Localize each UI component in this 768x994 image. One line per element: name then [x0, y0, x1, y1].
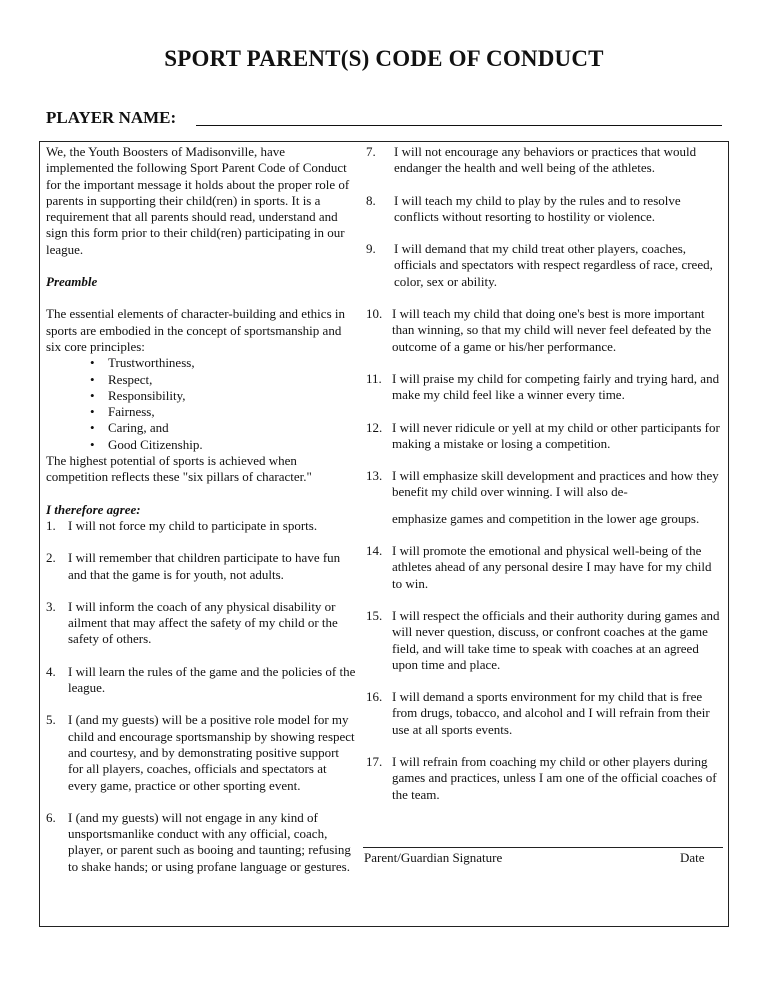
list-item [46, 810, 356, 875]
item-text [392, 468, 722, 527]
item-number: 6. [46, 809, 56, 825]
item-number: 4. [46, 663, 56, 679]
item-text: I will inform the coach of any physical disability or ailment that may affect the safety of my child or the safety of others. [68, 598, 338, 647]
list-item [46, 664, 356, 697]
list-item [366, 420, 722, 453]
signature-label: Parent/Guardian Signature [364, 850, 503, 865]
item-text: I will promote the emotional and physical well-being of the athletes ahead of any personal desire I may have for my child to win. [392, 543, 712, 591]
list-item: • Good Citizenship. [46, 437, 356, 453]
item-text-continued: emphasize games and competition in the lower age groups. [392, 510, 700, 526]
item-text: I will not encourage any behaviors or practices that would endanger the health and well being of the athletes. [394, 144, 697, 176]
right-column [366, 144, 722, 803]
list-item [366, 608, 722, 673]
pillars-list [46, 355, 356, 453]
code-of-conduct-box [39, 141, 729, 927]
list-item [46, 712, 356, 793]
item-number: 1. [46, 517, 56, 533]
left-column [46, 144, 356, 875]
list-item [366, 306, 722, 355]
list-item [366, 241, 722, 290]
item-text: I will demand that my child treat other players, coaches, officials and spectators with respect regardless of race, creed, color, sex or ability. [394, 241, 713, 289]
preamble-text: The essential elements of character-building and ethics in sports are embodied in the concept of sportsmanship and six core principles: [46, 306, 345, 354]
item-number: 10. [366, 306, 383, 322]
item-text: I (and my guests) will be a positive role model for my child and encourage sportsmanship by showing respect and courtesy, and by demonstrating positive support for all players, coaches, officials and spectators at every game, practice or other sporting event. [68, 712, 355, 793]
item-text: I will praise my child for competing fairly and trying hard, and make my child feel like a winner every time. [392, 370, 720, 403]
page-title: SPORT PARENT(S) CODE OF CONDUCT [164, 46, 604, 71]
item-text: I will demand a sports environment for my child that is free from drugs, tobacco, and alcohol and I will refrain from their use at all sports events. [392, 689, 710, 737]
list-item [46, 550, 356, 583]
item-number: 5. [46, 712, 56, 728]
list-item: • Responsibility, [46, 388, 356, 404]
list-item [366, 193, 722, 226]
list-item [46, 518, 356, 534]
list-item: • Trustworthiness, [46, 355, 356, 371]
item-text: I (and my guests) will not engage in any kind of unsportsmanlike conduct with any official, coach, player, or parent such as booing and taunting; refusing to shake hands; or using profane language or gestures. [68, 809, 351, 874]
list-item [366, 144, 722, 177]
preamble-heading: Preamble [46, 274, 98, 290]
item-text: I will remember that children participate to have fun and that the game is for youth, not adults. [68, 550, 341, 582]
list-item [366, 689, 722, 738]
item-number: 16. [366, 689, 383, 705]
agree-heading: I therefore agree: [46, 501, 141, 517]
list-item: • Caring, and [46, 420, 356, 436]
item-text: I will teach my child that doing one's best is more important than winning, so that my child will never feel defeated by the outcome of a game or his/her performance. [392, 306, 712, 354]
item-number: 2. [46, 550, 56, 566]
item-text: I will learn the rules of the game and the policies of the league. [68, 663, 356, 696]
item-text: I will never ridicule or yell at my child or other participants for making a mistake or losing a competition. [392, 419, 720, 451]
item-text: I will not force my child to participate in sports. [68, 517, 318, 533]
list-item [46, 599, 356, 648]
list-item: • Respect, [46, 372, 356, 388]
item-text: I will respect the officials and their authority during games and will never question, discuss, or confront coaches at the game field, and will take time to speak with coaches at an agreed upon time and place. [392, 607, 720, 672]
item-number: 11. [366, 370, 382, 386]
item-number: 8. [366, 192, 376, 208]
list-item: • Fairness, [46, 404, 356, 420]
signature-field[interactable] [363, 847, 723, 848]
pillars-summary: The highest potential of sports is achieved when competition reflects these "six pillars of character." [46, 453, 312, 485]
player-name-field[interactable] [196, 125, 722, 126]
item-number: 7. [366, 144, 376, 159]
list-item [366, 371, 722, 404]
item-number: 9. [366, 241, 376, 257]
item-number: 14. [366, 543, 383, 559]
item-number: 13. [366, 468, 383, 484]
intro-paragraph: We, the Youth Boosters of Madisonville, have implemented the following Sport Parent Code of Conduct for the important message it holds about the proper role of parents in supporting their child(ren) in sports. It is a requirement that all parents should read, understand and sign this form prior to their child(ren) participating in our league. [46, 144, 350, 257]
date-label: Date [680, 850, 705, 865]
item-text: I will teach my child to play by the rules and to resolve conflicts without resorting to hostility or violence. [394, 192, 681, 224]
player-name-label: PLAYER NAME: [46, 108, 177, 127]
item-number: 15. [366, 607, 383, 623]
list-item [366, 754, 722, 803]
list-item [366, 543, 722, 592]
list-item [366, 468, 722, 527]
item-number: 3. [46, 598, 56, 614]
item-number: 12. [366, 419, 383, 435]
item-number: 17. [366, 754, 383, 770]
item-text: I will refrain from coaching my child or other players during games and practices, unless I am one of the official coaches of the team. [392, 754, 717, 802]
item-text-part: I will emphasize skill development and practices and how they benefit my child over winning. I will also de- [392, 468, 719, 500]
